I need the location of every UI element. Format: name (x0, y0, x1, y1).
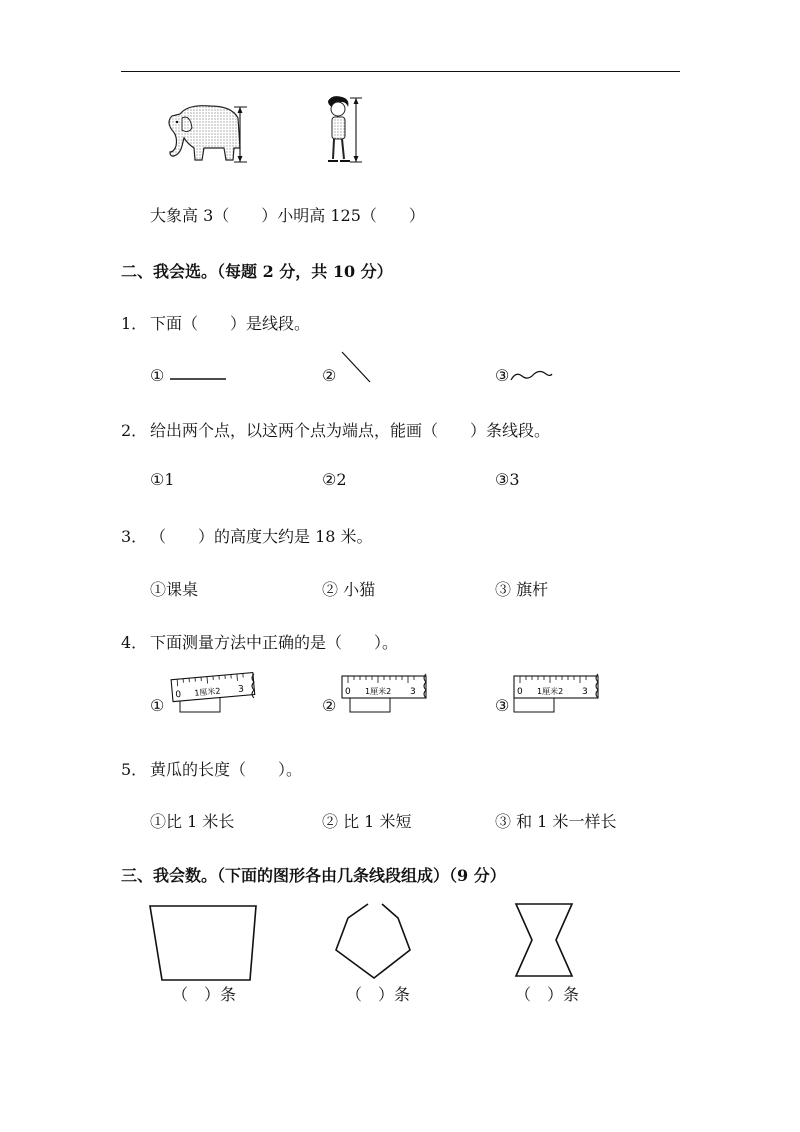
q3-stem: （ ）的高度大约是 18 米。 (150, 527, 373, 546)
q4-ruler-aligned-figure (510, 668, 606, 716)
q1-option-1: ① (150, 366, 165, 385)
top-rule (121, 71, 680, 72)
ruler-label-three: 3 (237, 684, 245, 695)
section2-heading: 二、我会选。（每题 2 分，共 10 分） (121, 262, 393, 281)
ruler-label-zero: 0 (175, 689, 182, 701)
ruler-label-zero: 0 (517, 687, 523, 697)
q1-option-2: ② (322, 366, 337, 385)
q1-slanted-line-figure (338, 350, 374, 386)
pentagon-shape (332, 900, 416, 982)
q4-stem: 下面测量方法中正确的是（ ）。 (150, 633, 399, 652)
q3-number: 3． (121, 527, 148, 546)
q5-number: 5． (121, 760, 148, 779)
q2-option-3: ③3 (495, 470, 520, 489)
q5-stem: 黄瓜的长度（ ）。 (150, 760, 303, 779)
q2-stem: 给出两个点，以这两个点为端点，能画（ ）条线段。 (150, 421, 551, 440)
q2-number: 2． (121, 421, 148, 440)
q4-option-3: ③ (495, 696, 510, 715)
q4-ruler-offset-figure (338, 668, 434, 716)
q1-stem: 下面（ ）是线段。 (150, 314, 311, 333)
ruler-label-three: 3 (410, 687, 416, 697)
trapezoid-shape (146, 902, 260, 984)
q3-option-1: ①课桌 (150, 580, 199, 599)
q2-option-1: ①1 (150, 470, 175, 489)
q5-option-1: ①比 1 米长 (150, 812, 235, 831)
hourglass-shape (510, 900, 578, 982)
q2-option-2: ②2 (322, 470, 347, 489)
ruler-label-three: 3 (582, 687, 588, 697)
trapezoid-answer: （ ）条 (172, 985, 237, 1004)
q5-option-2: ② 比 1 米短 (322, 812, 412, 831)
section3-heading: 三、我会数。（下面的图形各由几条线段组成）（9 分） (121, 866, 506, 885)
pentagon-answer: （ ）条 (346, 985, 411, 1004)
q1-number: 1． (121, 314, 148, 333)
hourglass-answer: （ ）条 (515, 985, 580, 1004)
q5-option-3: ③ 和 1 米一样长 (495, 812, 617, 831)
q4-option-1: ① (150, 696, 165, 715)
q4-option-2: ② (322, 696, 337, 715)
height-fill-line: 大象高 3（ ）小明高 125（ ） (150, 206, 425, 225)
elephant-picture (160, 100, 252, 170)
q3-option-2: ② 小猫 (322, 580, 376, 599)
q1-line-segment-figure (168, 370, 230, 382)
boy-picture (322, 95, 368, 169)
q4-number: 4． (121, 633, 148, 652)
ruler-label-zero: 0 (345, 687, 351, 697)
ruler-label-middle: 1厘米2 (537, 687, 564, 696)
q3-option-3: ③ 旗杆 (495, 580, 549, 599)
q1-curve-figure (510, 368, 554, 384)
ruler-label-middle: 1厘米2 (365, 687, 392, 696)
q1-option-3: ③ (495, 366, 510, 385)
ruler-label-middle: 1厘米2 (193, 686, 221, 698)
q4-ruler-tilted-figure (166, 666, 262, 716)
